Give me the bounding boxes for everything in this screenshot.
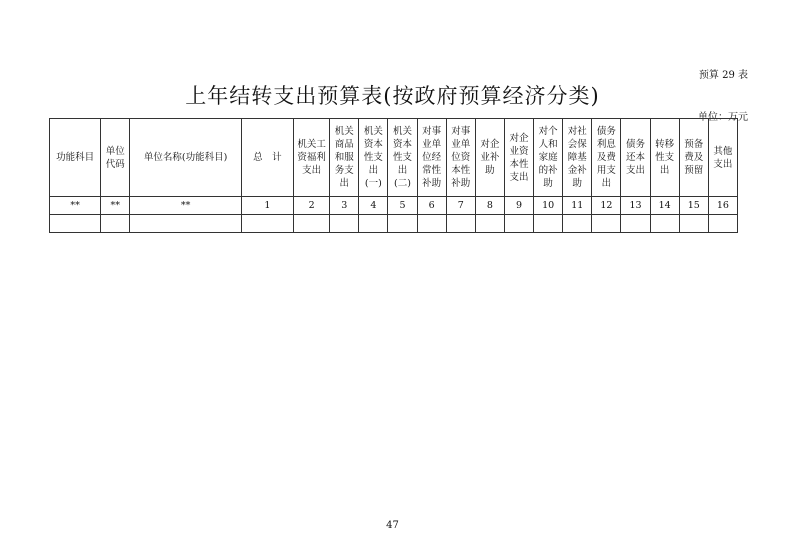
header-label: 总 计 (253, 152, 282, 163)
header-label: 对企业资本性支出 (509, 132, 529, 183)
header-cell (101, 119, 130, 197)
header-label: 机关资本性支出(二) (393, 126, 413, 189)
header-label: 机关资本性支出(一) (363, 126, 383, 189)
table-cell: 16 (708, 197, 737, 215)
header-label: 其他支出 (713, 145, 733, 170)
header-label: 对事业单位资本性补助 (451, 126, 471, 189)
header-cell (563, 119, 592, 197)
table-cell: 3 (330, 197, 359, 215)
table-cell: ** (130, 197, 241, 215)
header-label: 转移性支出 (655, 139, 675, 176)
table-cell (130, 215, 241, 233)
table-cell: 15 (679, 197, 708, 215)
header-label: 单位代码 (105, 145, 125, 170)
header-cell (475, 119, 504, 197)
header-label: 对企业补助 (480, 139, 500, 176)
table-cell (475, 215, 504, 233)
header-label: 机关商品和服务支出 (334, 126, 354, 189)
header-cell (679, 119, 708, 197)
table-cell: 2 (294, 197, 330, 215)
header-row (50, 119, 738, 197)
header-cell (241, 119, 293, 197)
header-cell (130, 119, 241, 197)
header-cell (417, 119, 446, 197)
header-cell (330, 119, 359, 197)
page-number: 47 (386, 520, 399, 531)
table-cell (534, 215, 563, 233)
header-label: 对事业单位经常性补助 (422, 126, 442, 189)
index-row (50, 197, 738, 215)
header-label: 机关工资福利支出 (297, 139, 326, 176)
table-cell (708, 215, 737, 233)
table-cell (504, 215, 533, 233)
table-cell (330, 215, 359, 233)
header-cell (650, 119, 679, 197)
table-cell (50, 215, 101, 233)
table-cell: 8 (475, 197, 504, 215)
header-cell (446, 119, 475, 197)
table-cell (294, 215, 330, 233)
table-cell (359, 215, 388, 233)
table-cell (446, 215, 475, 233)
table-cell: 13 (621, 197, 650, 215)
header-cell (359, 119, 388, 197)
table-cell: 12 (592, 197, 621, 215)
header-label: 对个人和家庭的补助 (538, 126, 558, 189)
header-label: 预备费及预留 (684, 139, 704, 176)
table-number: 预算 29 表 (698, 70, 748, 81)
table-cell: 6 (417, 197, 446, 215)
header-label: 债务还本支出 (626, 139, 646, 176)
header-cell (592, 119, 621, 197)
table-cell: 5 (388, 197, 417, 215)
header-cell (504, 119, 533, 197)
header-label: 功能科目 (56, 152, 95, 163)
header-cell (621, 119, 650, 197)
table-cell: 4 (359, 197, 388, 215)
header-cell (50, 119, 101, 197)
table-cell (417, 215, 446, 233)
table-cell (101, 215, 130, 233)
unit-label: 单位：万元 (698, 112, 748, 123)
table-row (50, 215, 738, 233)
header-label: 债务利息及费用支出 (596, 126, 616, 189)
table-cell (650, 215, 679, 233)
header-label: 单位名称(功能科目) (143, 152, 228, 163)
table-cell: 9 (504, 197, 533, 215)
header-label: 对社会保障基金补助 (567, 126, 587, 189)
table-cell (563, 215, 592, 233)
header-cell (708, 119, 737, 197)
header-cell (388, 119, 417, 197)
table-cell: 7 (446, 197, 475, 215)
table-cell: 11 (563, 197, 592, 215)
table-cell (388, 215, 417, 233)
header-cell (294, 119, 330, 197)
table-cell (241, 215, 293, 233)
table-cell (621, 215, 650, 233)
table-cell (679, 215, 708, 233)
table-cell: 1 (241, 197, 293, 215)
table-cell: 14 (650, 197, 679, 215)
table-cell: 10 (534, 197, 563, 215)
table-cell: ** (101, 197, 130, 215)
header-cell (534, 119, 563, 197)
table-cell: ** (50, 197, 101, 215)
page-title: 上年结转支出预算表(按政府预算经济分类) (185, 84, 600, 108)
budget-table (49, 118, 738, 233)
table-cell (592, 215, 621, 233)
